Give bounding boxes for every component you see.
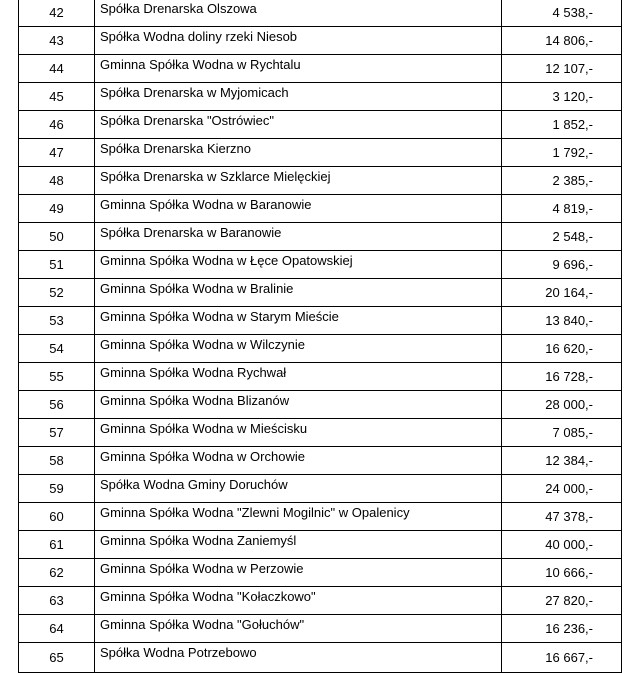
amount: 13 840,- [502,307,622,335]
company-name: Gminna Spółka Wodna w Wilczynie [95,335,502,363]
row-number: 52 [19,279,95,307]
company-name: Gminna Spółka Wodna "Gołuchów" [95,615,502,643]
row-number: 60 [19,503,95,531]
table-row [19,83,622,111]
amount: 16 667,- [502,643,622,673]
company-name: Gminna Spółka Wodna w Baranowie [95,195,502,223]
company-name: Spółka Drenarska Kierzno [95,139,502,167]
company-name: Spółka Drenarska "Ostrówiec" [95,111,502,139]
amount: 7 085,- [502,419,622,447]
row-number: 43 [19,27,95,55]
company-name: Spółka Drenarska w Szklarce Mielęckiej [95,167,502,195]
table-row [19,111,622,139]
row-number: 64 [19,615,95,643]
table-row [19,335,622,363]
amount: 2 385,- [502,167,622,195]
row-number: 53 [19,307,95,335]
company-name: Spółka Drenarska w Myjomicach [95,83,502,111]
table-row [19,251,622,279]
amount: 24 000,- [502,475,622,503]
row-number: 63 [19,587,95,615]
company-name: Gminna Spółka Wodna "Kołaczkowo" [95,587,502,615]
row-number: 58 [19,447,95,475]
table-row [19,0,622,27]
row-number: 42 [19,0,95,27]
row-number: 46 [19,111,95,139]
table-row [19,391,622,419]
company-name: Gminna Spółka Wodna w Łęce Opatowskiej [95,251,502,279]
amount: 20 164,- [502,279,622,307]
row-number: 56 [19,391,95,419]
row-number: 48 [19,167,95,195]
company-name: Gminna Spółka Wodna w Mieścisku [95,419,502,447]
company-name: Gminna Spółka Wodna Zaniemyśl [95,531,502,559]
company-name: Spółka Wodna Gminy Doruchów [95,475,502,503]
table-row [19,223,622,251]
company-name: Spółka Wodna Potrzebowo [95,643,502,673]
amount: 10 666,- [502,559,622,587]
amount: 16 620,- [502,335,622,363]
company-name: Gminna Spółka Wodna w Bralinie [95,279,502,307]
table-row [19,419,622,447]
amount: 16 236,- [502,615,622,643]
amount: 12 384,- [502,447,622,475]
row-number: 62 [19,559,95,587]
amount: 9 696,- [502,251,622,279]
row-number: 51 [19,251,95,279]
amount: 4 819,- [502,195,622,223]
table-row [19,363,622,391]
amount: 47 378,- [502,503,622,531]
row-number: 50 [19,223,95,251]
table-row [19,195,622,223]
company-name: Spółka Drenarska Olszowa [95,0,502,27]
table-row [19,55,622,83]
company-name: Spółka Wodna doliny rzeki Niesob [95,27,502,55]
amount: 40 000,- [502,531,622,559]
amount: 2 548,- [502,223,622,251]
table-row [19,531,622,559]
row-number: 57 [19,419,95,447]
company-name: Gminna Spółka Wodna Rychwał [95,363,502,391]
row-number: 47 [19,139,95,167]
company-name: Gminna Spółka Wodna w Rychtalu [95,55,502,83]
table-body [19,0,622,673]
company-name: Gminna Spółka Wodna w Perzowie [95,559,502,587]
table-row [19,559,622,587]
table-row [19,643,622,673]
table-row [19,139,622,167]
company-name: Gminna Spółka Wodna "Zlewni Mogilnic" w Opalenicy [95,503,502,531]
table-row [19,587,622,615]
companies-table [18,0,622,673]
table-row [19,475,622,503]
row-number: 61 [19,531,95,559]
company-name: Gminna Spółka Wodna w Starym Mieście [95,307,502,335]
table-row [19,167,622,195]
row-number: 59 [19,475,95,503]
table-row [19,503,622,531]
amount: 27 820,- [502,587,622,615]
amount: 1 852,- [502,111,622,139]
row-number: 49 [19,195,95,223]
table-row [19,615,622,643]
row-number: 44 [19,55,95,83]
amount: 28 000,- [502,391,622,419]
amount: 1 792,- [502,139,622,167]
row-number: 55 [19,363,95,391]
table-row [19,307,622,335]
row-number: 65 [19,643,95,673]
table-row [19,279,622,307]
table-row [19,447,622,475]
amount: 12 107,- [502,55,622,83]
table-row [19,27,622,55]
row-number: 45 [19,83,95,111]
amount: 14 806,- [502,27,622,55]
row-number: 54 [19,335,95,363]
company-name: Gminna Spółka Wodna Blizanów [95,391,502,419]
company-name: Gminna Spółka Wodna w Orchowie [95,447,502,475]
amount: 3 120,- [502,83,622,111]
amount: 16 728,- [502,363,622,391]
company-name: Spółka Drenarska w Baranowie [95,223,502,251]
amount: 4 538,- [502,0,622,27]
